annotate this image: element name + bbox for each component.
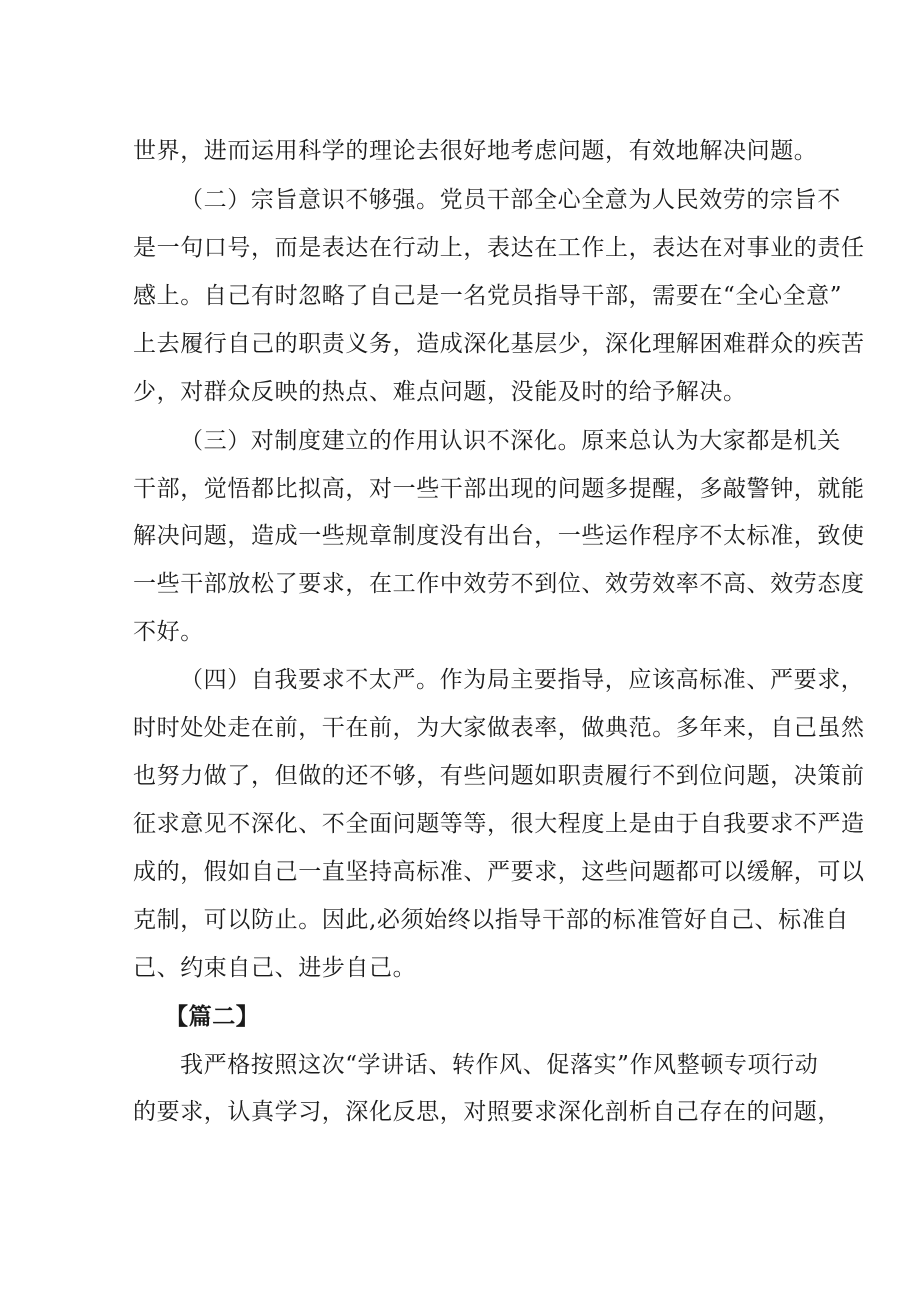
paragraph-line: （四）自我要求不太严。作为局主要指导，应该高标准、严要求，	[180, 667, 865, 693]
paragraph-line: 的要求，认真学习，深化反思，对照要求深化剖析自己存在的问题，	[133, 1099, 841, 1125]
paragraph-line: （二）宗旨意识不够强。党员干部全心全意为人民效劳的宗旨不	[180, 187, 841, 213]
paragraph-line: 己、约束自己、进步自己。	[133, 955, 417, 981]
paragraph-line: 感上。自己有时忽略了自己是一名党员指导干部，需要在“全心全意”	[133, 283, 843, 309]
paragraph-line: 我严格按照这次“学讲话、转作风、促落实”作风整顿专项行动	[180, 1052, 819, 1078]
paragraph-line: 成的，假如自己一直坚持高标准、严要求，这些问题都可以缓解，可以	[133, 859, 865, 885]
paragraph-line: 征求意见不深化、不全面问题等等，很大程度上是由于自我要求不严造	[133, 811, 865, 837]
paragraph-line: 世界，进而运用科学的理论去很好地考虑问题，有效地解决问题。	[133, 138, 818, 164]
paragraph-line: 时时处处走在前，干在前，为大家做表率，做典范。多年来，自己虽然	[133, 715, 865, 741]
paragraph-line: 解决问题，造成一些规章制度没有出台，一些运作程序不太标准，致使	[133, 523, 865, 549]
paragraph-line: 少，对群众反映的热点、难点问题，没能及时的给予解决。	[133, 379, 747, 405]
paragraph-line: 也努力做了，但做的还不够，有些问题如职责履行不到位问题，决策前	[133, 763, 865, 789]
paragraph-line: （三）对制度建立的作用认识不深化。原来总认为大家都是机关	[180, 428, 841, 454]
paragraph-line: 上去履行自己的职责义务，造成深化基层少，深化理解困难群众的疾苦	[133, 331, 865, 357]
paragraph-line: 一些干部放松了要求，在工作中效劳不到位、效劳效率不高、效劳态度	[133, 571, 865, 597]
paragraph-line: 是一句口号，而是表达在行动上，表达在工作上，表达在对事业的责任	[133, 235, 865, 261]
section-heading: 【篇二】	[165, 1003, 260, 1030]
paragraph-line: 克制，可以防止。因此,必须始终以指导干部的标准管好自己、标准自	[133, 907, 849, 933]
paragraph-line: 不好。	[133, 619, 204, 645]
paragraph-line: 干部，觉悟都比拟高，对一些干部出现的问题多提醒，多敲警钟，就能	[133, 476, 865, 502]
